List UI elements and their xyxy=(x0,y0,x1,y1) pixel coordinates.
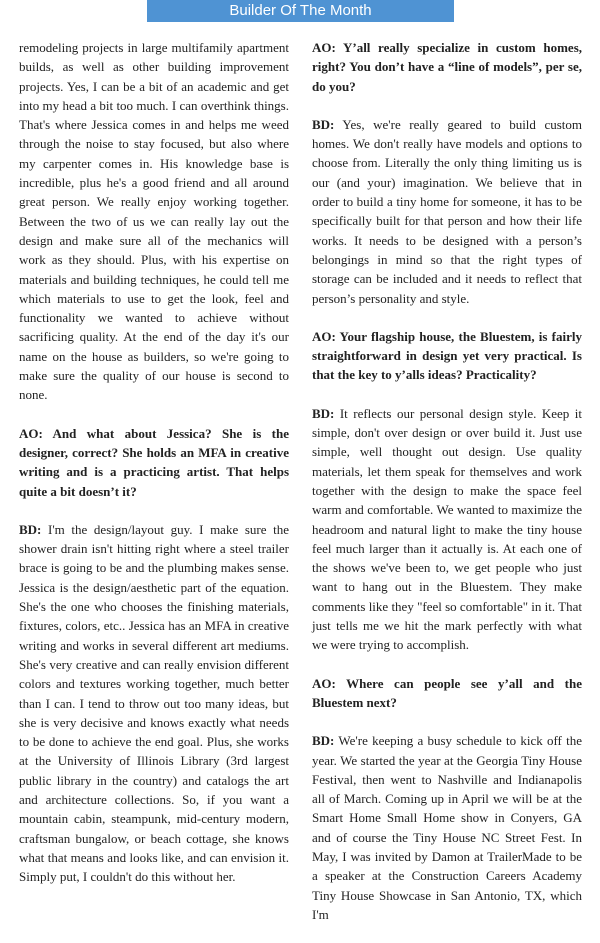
interview-question: AO: Where can people see y’all and the Bluestem next? xyxy=(312,675,582,710)
interview-question: AO: Your flagship house, the Bluestem, is fairly straightforward in design yet very practical. Is that the key to y’alls ideas? Practicality? xyxy=(312,328,582,383)
answer-text: It reflects our personal design style. Keep it simple, don't over design or over build it. Just use simple, well thought out design. Use quality materials, let them speak for themselves and work together with the design to make the space feel warm and comfortable. We wanted to maximize the headroom and natural light to make the tiny house feel much larger than it actually is. At each one of the shows we've been to, we get people who just want to hang out in the Bluestem. They make comments like they "feel so comfortable" in it. That just tells me we hit the mark perfectly with what we were trying to accomplish. xyxy=(312,405,582,653)
speaker-label: BD: xyxy=(312,733,335,749)
answer-text: I'm the design/layout guy. I make sure the shower drain isn't hitting right where a steel trailer brace is going to be and the plumbing makes sense. Jessica is the design/aesthetic part of the equation. She's the one who chooses the finishing materials, fixtures, colors, etc.. Jessica has an MFA in creative writing and works in several different art mediums. She's very creative and can really envision different colors and textures working together, much better than I can. I tend to throw out too many ideas, but she is very decisive and knows exactly what needs to be done to achieve the end goal. Plus, she works at the University of Illinois Library (3rd largest public library in the country) and catalogs the art and architecture collections. So, if you want a mountain cabin, steampunk, mid-century modern, craftsman bungalow, or beach cottage, she knows what that means and looks like, and can envision it. Simply put, I couldn't do this without her. xyxy=(19,521,289,885)
interview-answer xyxy=(312,404,582,655)
speaker-label: BD: xyxy=(19,521,42,537)
answer-text: Yes, we're really geared to build custom homes. We don't really have models and options to choose from. Literally the only thing limiting us is our (and your) imagination. We believe that in order to build a tiny home for someone, it has to be specifically built for that person and how their life works. It needs to be designed with a person’s belongings in mind so that the right types of storage can be included and it needs to reflect that person’s personality and style. xyxy=(312,116,582,306)
interview-question: AO: And what about Jessica? She is the designer, correct? She holds an MFA in creative writing and is a practicing artist. That helps quite a bit doesn’t it? xyxy=(19,425,289,499)
paragraph: remodeling projects in large multifamily apartment builds, as well as other building improvement projects. Yes, I can be a bit of an academic and get into my head a bit too much. I can overthink things. That's where Jessica comes in and helps me weed through the noise to stay focused, but also where my carpenter comes in. His knowledge base is incredible, plus he's a good friend and all around great person. We really enjoy working together. Between the two of us we can really lay out the design and make sure all of the mechanics will work as they should. Plus, with his expertise on materials and building techniques, he could tell me which materials to use to get the look, feel and functionality we wanted to achieve without sacrificing quality. At the end of the day it's our name on the house as builders, so we're going to make sure the quality of our house is second to none. xyxy=(19,40,289,403)
interview-answer xyxy=(19,520,289,887)
interview-answer xyxy=(312,115,582,308)
banner-title: Builder Of The Month xyxy=(229,2,372,19)
section-banner xyxy=(147,0,454,22)
left-column xyxy=(19,38,289,905)
interview-answer xyxy=(312,731,582,924)
interview-question: AO: Y’all really specialize in custom homes, right? You don’t have a “line of models”, per se, do you? xyxy=(312,40,582,94)
answer-text: We're keeping a busy schedule to kick off the year. We started the year at the Georgia Tiny House Festival, then went to Nashville and Indianapolis all of March. Coming up in April we will be at the Smart Home Small Home show in Conyers, GA and of course the Tiny House NC Street Fest. In May, I was invited by Damon at TrailerMade to be a speaker at the Construction Careers Academy Tiny House Showcase in San Antonio, TX, which I'm xyxy=(312,733,582,922)
speaker-label: BD: xyxy=(312,405,335,421)
speaker-label: BD: xyxy=(312,116,335,132)
right-column xyxy=(312,38,582,943)
